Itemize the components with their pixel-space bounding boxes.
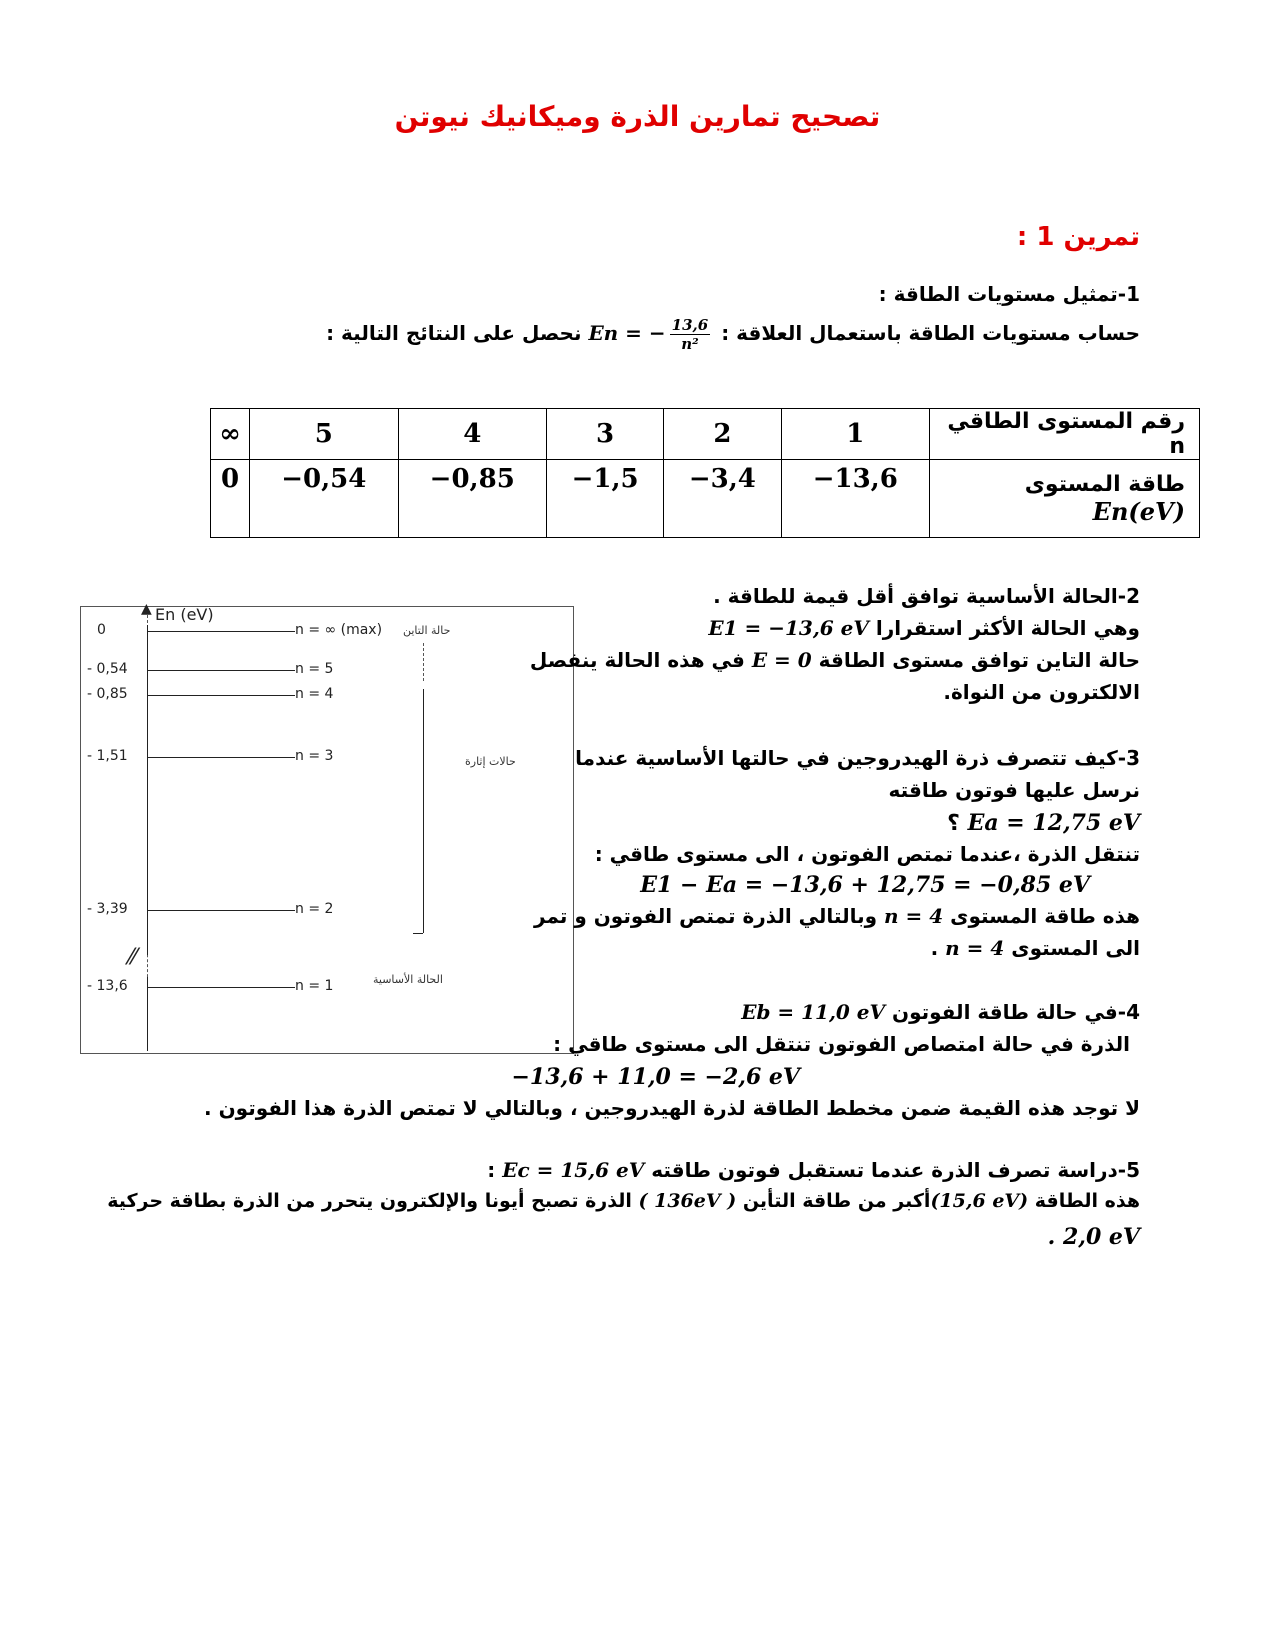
energy-tick: 0 <box>97 622 106 638</box>
table-cell-n: 4 <box>398 409 546 460</box>
q1-formula <box>588 316 714 353</box>
q1-formula-numerator: 13,6 <box>671 316 709 334</box>
q1-formula-lhs: En = − <box>588 321 666 345</box>
q4-line1-text: 4-في حالة طاقة الفوتون <box>892 1000 1140 1024</box>
table-header-energy-line1: طاقة المستوى <box>1024 471 1185 497</box>
q3-line2: نرسل عليها فوتون طاقته <box>888 778 1140 802</box>
q3-line1: 3-كيف تتصرف ذرة الهيدروجين في حالتها الأساسية عندما <box>575 746 1140 770</box>
q3-line7-end: . <box>930 936 939 960</box>
energy-tick: - 0,85 <box>87 686 128 702</box>
table-cell-energy: −0,85 <box>398 460 546 538</box>
q5-line1 <box>487 1158 1140 1182</box>
q3-line4: تنتقل الذرة ،عندما تمتص الفوتون ، الى مستوى طاقي : <box>594 842 1140 866</box>
energy-axis-lower <box>147 977 148 1051</box>
q2-line4: الالكترون من النواة. <box>943 680 1140 704</box>
level-label: n = ∞ (max) <box>295 622 383 638</box>
q3-line7-math: n = 4 <box>945 936 1005 960</box>
q4-line1 <box>741 1000 1140 1024</box>
level-line <box>147 910 295 911</box>
q3-line7 <box>931 936 1140 960</box>
table-cell-n: ∞ <box>211 409 250 460</box>
level-line <box>147 695 295 696</box>
energy-levels-table <box>210 408 1200 538</box>
axis-break-icon: ⁄⁄ <box>129 945 137 970</box>
table-cell-energy: 0 <box>211 460 250 538</box>
q2-line2 <box>708 616 1140 640</box>
page-title: تصحيح تمارين الذرة وميكانيك نيوتن <box>394 100 881 133</box>
axis-arrow-icon: ▲ <box>141 601 152 617</box>
level-line <box>147 670 295 671</box>
table-cell-n: 5 <box>250 409 398 460</box>
q2-line2-text: وهي الحالة الأكثر استقرارا <box>875 616 1140 640</box>
q5-line1-text: 5-دراسة تصرف الذرة عندما تستقبل فوتون طاقته <box>651 1158 1140 1182</box>
q5-line3-math: . 2,0 eV <box>1047 1224 1140 1250</box>
q1-intro <box>326 316 1140 353</box>
q3-line5 <box>640 872 1090 898</box>
level-label: n = 4 <box>295 686 334 702</box>
level-label: n = 1 <box>295 978 334 994</box>
q4-line2: الذرة في حالة امتصاص الفوتون تنتقل الى مستوى طاقي : <box>553 1032 1130 1056</box>
level-label: n = 2 <box>295 901 334 917</box>
bracket-dashed <box>423 643 424 681</box>
q3-line3-math: Ea = 12,75 eV <box>967 810 1140 836</box>
q2-line3-math: E = 0 <box>751 648 812 672</box>
q3-line6-text-b: وبالتالي الذرة تمتص الفوتون و تمر <box>534 904 878 928</box>
q5-line2 <box>107 1190 1140 1212</box>
q3-line7-text: الى المستوى <box>1011 936 1140 960</box>
table-header-n: رقم المستوى الطاقي n <box>930 409 1200 460</box>
q5-line1-end: : <box>487 1158 496 1182</box>
exercise-heading: تمرين 1 : <box>1016 222 1140 252</box>
level-line <box>147 631 295 632</box>
q1-heading: 1-تمثيل مستويات الطاقة : <box>878 282 1140 306</box>
energy-diagram <box>80 601 574 1054</box>
table-cell-energy: −13,6 <box>781 460 929 538</box>
level-label: n = 5 <box>295 661 334 677</box>
energy-tick: - 13,6 <box>87 978 128 994</box>
q4-line3-math: −13,6 + 11,0 = −2,6 eV <box>511 1064 800 1090</box>
q3-line3 <box>947 810 1140 836</box>
q5-line2-text-b: أكبر من طاقة التأين <box>742 1190 931 1212</box>
q2-line3 <box>530 648 1140 672</box>
table-cell-n: 1 <box>781 409 929 460</box>
q5-line2-text-c: الذرة تصبح أيونا والإلكترون يتحرر من الذرة بطاقة حركية <box>107 1190 632 1212</box>
axis-label: En (eV) <box>155 605 214 624</box>
q1-intro-suffix: نحصل على النتائج التالية : <box>326 321 582 345</box>
q3-line6-math: n = 4 <box>884 904 944 928</box>
excited-states-label: حالات إثارة <box>465 755 516 768</box>
energy-tick: - 0,54 <box>87 661 128 677</box>
table-cell-energy: −1,5 <box>546 460 663 538</box>
q1-intro-prefix: حساب مستويات الطاقة باستعمال العلاقة : <box>721 321 1140 345</box>
q3-line5-math: E1 − Ea = −13,6 + 12,75 = −0,85 eV <box>640 872 1090 898</box>
q1-formula-denominator: n² <box>681 335 699 353</box>
q5-line2-text-a: هذه الطاقة <box>1034 1190 1140 1212</box>
q2-line3-text-b: في هذه الحالة ينفصل <box>529 648 745 672</box>
table-cell-n: 3 <box>546 409 663 460</box>
excited-states-bracket <box>423 689 424 933</box>
table-cell-energy: −0,54 <box>250 460 398 538</box>
q5-line2-math-b: ( 136eV ) <box>638 1190 737 1212</box>
energy-tick: - 1,51 <box>87 748 128 764</box>
table-header-energy-line2: En(eV) <box>1092 496 1185 526</box>
energy-tick: - 3,39 <box>87 901 128 917</box>
energy-axis <box>147 625 148 955</box>
q2-line1: 2-الحالة الأساسية توافق أقل قيمة للطاقة . <box>713 584 1140 608</box>
table-cell-energy: −3,4 <box>664 460 781 538</box>
level-line <box>147 987 295 988</box>
q2-line3-text-a: حالة التاين توافق مستوى الطاقة <box>818 648 1140 672</box>
q3-line6-text-a: هذه طاقة المستوى <box>950 904 1140 928</box>
q3-line6 <box>534 904 1140 928</box>
q4-line4: لا توجد هذه القيمة ضمن مخطط الطاقة لذرة الهيدروجين ، وبالتالي لا تمتص الذرة هذا الفوتون . <box>204 1096 1140 1120</box>
q5-line1-math: Ec = 15,6 eV <box>502 1158 645 1182</box>
q3-line3-question: ؟ <box>947 811 960 836</box>
q5-line3 <box>1048 1224 1140 1250</box>
bracket-foot <box>413 933 423 934</box>
q2-line2-math: E1 = −13,6 eV <box>708 616 869 640</box>
q5-line2-math-a: (15,6 eV) <box>930 1190 1029 1212</box>
ionization-state-label: حالة التاين <box>403 624 451 637</box>
q1-formula-fraction <box>670 316 711 353</box>
q4-line1-math: Eb = 11,0 eV <box>741 1000 886 1024</box>
ground-state-label: الحالة الأساسية <box>373 973 443 986</box>
table-header-energy <box>930 460 1200 538</box>
table-cell-n: 2 <box>664 409 781 460</box>
table-row <box>211 460 1200 538</box>
level-label: n = 3 <box>295 748 334 764</box>
level-line <box>147 757 295 758</box>
q4-line3 <box>511 1064 800 1090</box>
table-row <box>211 409 1200 460</box>
